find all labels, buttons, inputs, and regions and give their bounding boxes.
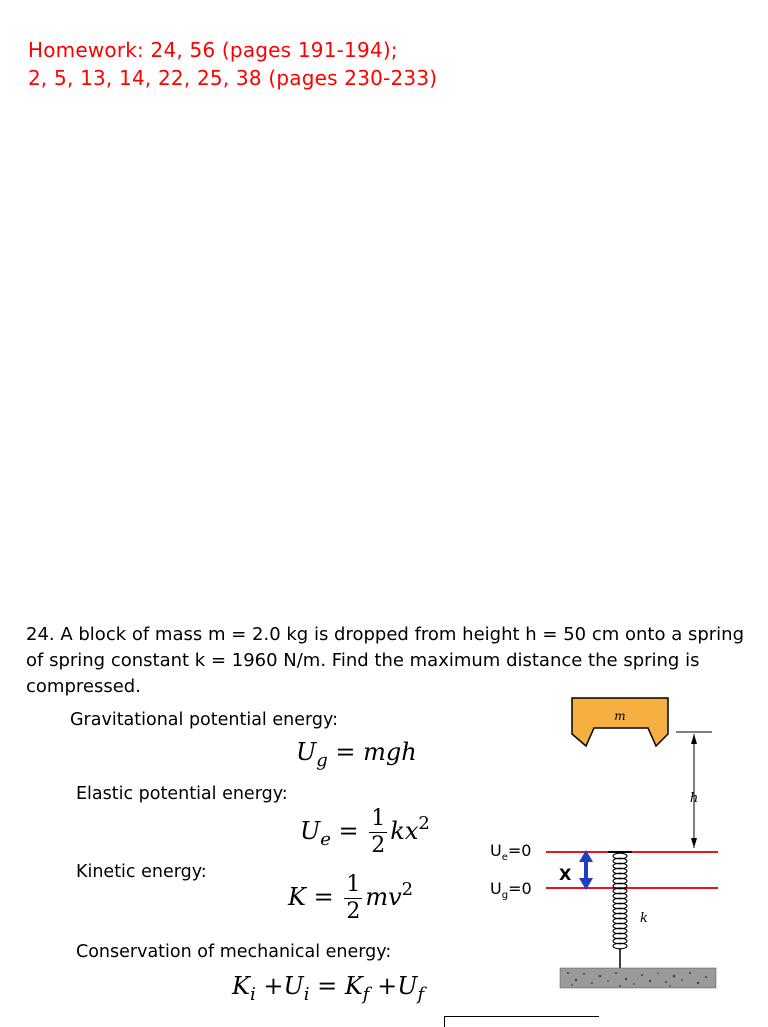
ug-label: $U_g=0$: [490, 879, 532, 901]
ue-label: $U_e=0$: [490, 841, 532, 863]
height-arrow-up-head: [691, 734, 697, 744]
spring-diagram: [480, 690, 730, 1000]
gravitational-equation: $U_g$ = mgh: [296, 738, 417, 771]
height-label: h: [689, 791, 699, 806]
sqrt-bar-fragment: [444, 1016, 599, 1027]
ground: [560, 968, 716, 988]
homework-line-2: 2, 5, 13, 14, 22, 25, 38 (pages 230-233): [28, 66, 438, 90]
x-label: X: [559, 865, 572, 884]
mass-label: m: [614, 709, 626, 723]
gravitational-label: Gravitational potential energy:: [70, 710, 338, 730]
elastic-equation: $U_e$ = $\frac{1}{2}$ $kx^2$: [300, 806, 430, 858]
problem-statement: 24. A block of mass m = 2.0 kg is dropped from height h = 50 cm onto a spring of spring constant k = 1960 N/m. Find the maximum distance the spring is compressed.: [26, 624, 744, 697]
spring-label: k: [640, 911, 648, 926]
elastic-label: Elastic potential energy:: [76, 784, 288, 804]
kinetic-equation: K = $\frac{1}{2}$ $mv^2$: [288, 872, 414, 924]
conservation-equation: $K_i +U_i = K_f +U_f$: [232, 972, 425, 1005]
kinetic-label: Kinetic energy:: [76, 862, 207, 882]
homework-line-1: Homework: 24, 56 (pages 191-194);: [28, 38, 398, 62]
spring-coil: [613, 853, 627, 949]
height-arrow-down-head: [691, 838, 697, 848]
conservation-label: Conservation of mechanical energy:: [76, 942, 392, 962]
